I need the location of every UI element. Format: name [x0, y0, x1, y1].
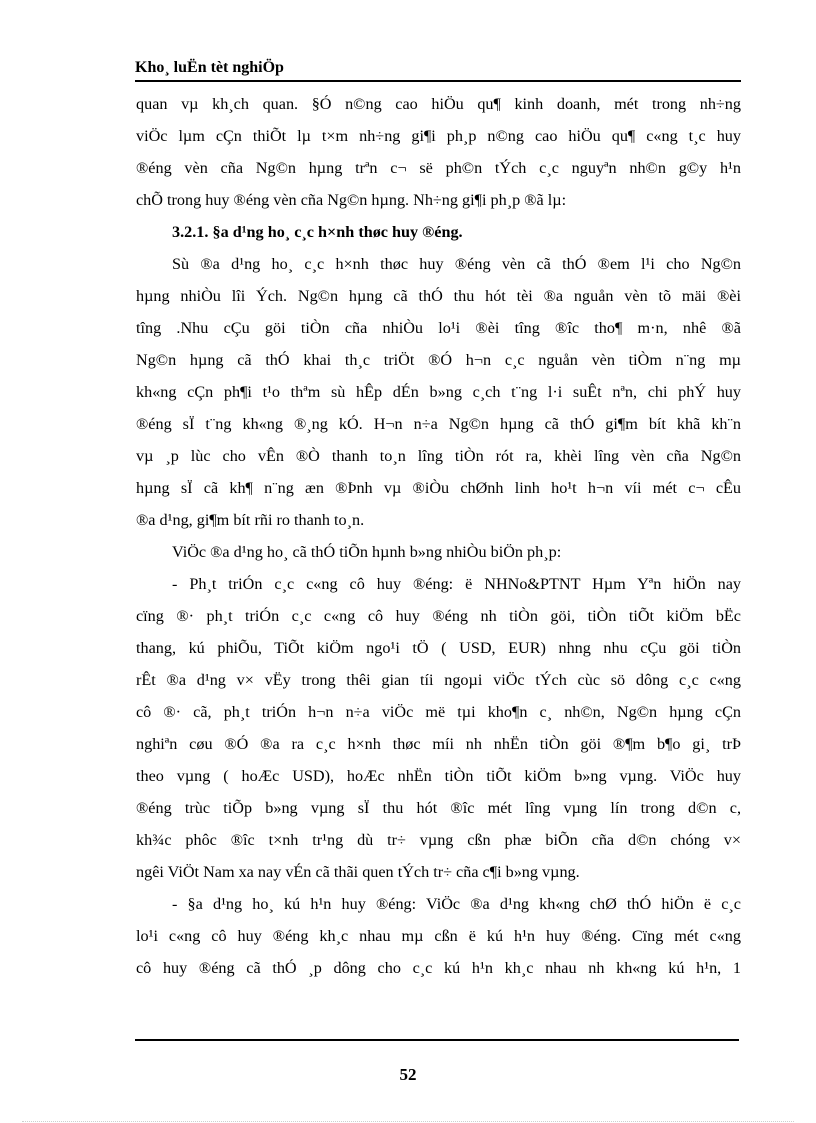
text-line: vµ ¸p lùc cho vÊn ®Ò thanh to¸n lîng tiÒn rót ra, khèi lîng vèn cña Ng©n	[136, 447, 741, 465]
text-line: kh¾c phôc ®îc t×nh tr¹ng dù tr÷ vµng cßn phæ biÕn cña d©n chóng v×	[136, 831, 741, 849]
text-line: thang, kú phiÕu, TiÕt kiÖm ngo¹i tÖ ( USD, EUR) nhng nhu cÇu göi tiÒn	[136, 639, 741, 657]
text-line: Sù ®a d¹ng ho¸ c¸c h×nh thøc huy ®éng vèn cã thÓ ®em l¹i cho Ng©n	[172, 255, 741, 273]
footer-divider	[135, 1039, 739, 1041]
text-line: ngêi ViÖt Nam xa nay vÉn cã thãi quen tÝch tr÷ cña c¶i b»ng vµng.	[136, 863, 580, 881]
text-line: ®éng trùc tiÕp b»ng vµng sÏ thu hót ®îc mét lîng vµng lín trong d©n c,	[136, 799, 741, 817]
text-line: Ng©n hµng cã thÓ khai th¸c triÖt ®Ó h¬n c¸c nguån vèn tiÒm n¨ng mµ	[136, 351, 741, 369]
text-line: ViÖc ®a d¹ng ho¸ cã thÓ tiÕn hµnh b»ng nhiÒu biÖn ph¸p:	[172, 543, 562, 561]
text-line: hµng sÏ cã kh¶ n¨ng æn ®Þnh vµ ®iÒu chØnh linh ho¹t h¬n víi mét c¬ cÊu	[136, 479, 741, 497]
header-divider	[135, 80, 741, 82]
text-line: rÊt ®a d¹ng v× vËy trong thêi gian tíi ngoµi viÖc tÝch cùc sö dông c¸c c«ng	[136, 671, 741, 689]
text-line: quan vµ kh¸ch quan. §Ó n©ng cao hiÖu qu¶ kinh doanh, mét trong nh÷ng	[136, 95, 741, 113]
page-edge	[22, 1121, 794, 1122]
text-line: tîng .Nhu cÇu göi tiÒn cña nhiÒu lo¹i ®èi tîng ®îc tho¶ m·n, nhê ®ã	[136, 319, 741, 337]
text-line: ®a d¹ng, gi¶m bít rñi ro thanh to¸n.	[136, 511, 365, 529]
text-line: lo¹i c«ng cô huy ®éng kh¸c nhau mµ cßn ë kú h¹n huy ®éng. Cïng mét c«ng	[136, 927, 741, 945]
text-line: nghiªn cøu ®Ó ®a ra c¸c h×nh thøc míi nh nhËn tiÒn göi ®¶m b¶o gi¸ trÞ	[136, 735, 741, 753]
section-heading: 3.2.1. §a d¹ng ho¸ c¸c h×nh thøc huy ®éng.	[172, 223, 463, 241]
text-line: theo vµng ( hoÆc USD), hoÆc nhËn tiÒn tiÕt kiÖm b»ng vµng. ViÖc huy	[136, 767, 741, 785]
text-line: ®éng sÏ t¨ng kh«ng ®¸ng kÓ. H¬n n÷a Ng©n hµng cã thÓ gi¶m bít khã kh¨n	[136, 415, 741, 433]
body-text	[136, 88, 741, 984]
text-line: cïng ®· ph¸t triÓn c¸c c«ng cô huy ®éng nh tiÒn göi, tiÒn tiÕt kiÖm bËc	[136, 607, 741, 625]
text-line: viÖc lµm cÇn thiÕt lµ t×m nh÷ng gi¶i ph¸p n©ng cao hiÖu qu¶ c«ng t¸c huy	[136, 127, 741, 145]
page-number: 52	[399, 1065, 417, 1084]
text-line: chÕ trong huy ®éng vèn cña Ng©n hµng. Nh÷ng gi¶i ph¸p ®ã lµ:	[136, 191, 567, 209]
text-line: - Ph¸t triÓn c¸c c«ng cô huy ®éng: ë NHNo&PTNT Hµm Yªn hiÖn nay	[172, 575, 741, 593]
text-line: hµng nhiÒu lîi Ých. Ng©n hµng cã thÓ thu hót tèi ®a nguån vèn tõ mäi ®èi	[136, 287, 741, 305]
text-line: - §a d¹ng ho¸ kú h¹n huy ®éng: ViÖc ®a d¹ng kh«ng chØ thÓ hiÖn ë c¸c	[172, 895, 741, 913]
text-line: kh«ng cÇn ph¶i t¹o thªm sù hÊp dÉn b»ng c¸ch t¨ng l·i suÊt nªn, chi phÝ huy	[136, 383, 741, 401]
running-header: Kho¸ luËn tèt nghiÖp	[135, 59, 284, 76]
text-line: cô huy ®éng cã thÓ ¸p dông cho c¸c kú h¹n kh¸c nhau nh kh«ng kú h¹n, 1	[136, 959, 741, 977]
text-line: ®éng vèn cña Ng©n hµng trªn c¬ së ph©n tÝch c¸c nguyªn nh©n g©y h¹n	[136, 159, 741, 177]
text-line: cô ®· cã, ph¸t triÓn h¬n n÷a viÖc më tµi kho¶n c¸ nh©n, Ng©n hµng cÇn	[136, 703, 741, 721]
